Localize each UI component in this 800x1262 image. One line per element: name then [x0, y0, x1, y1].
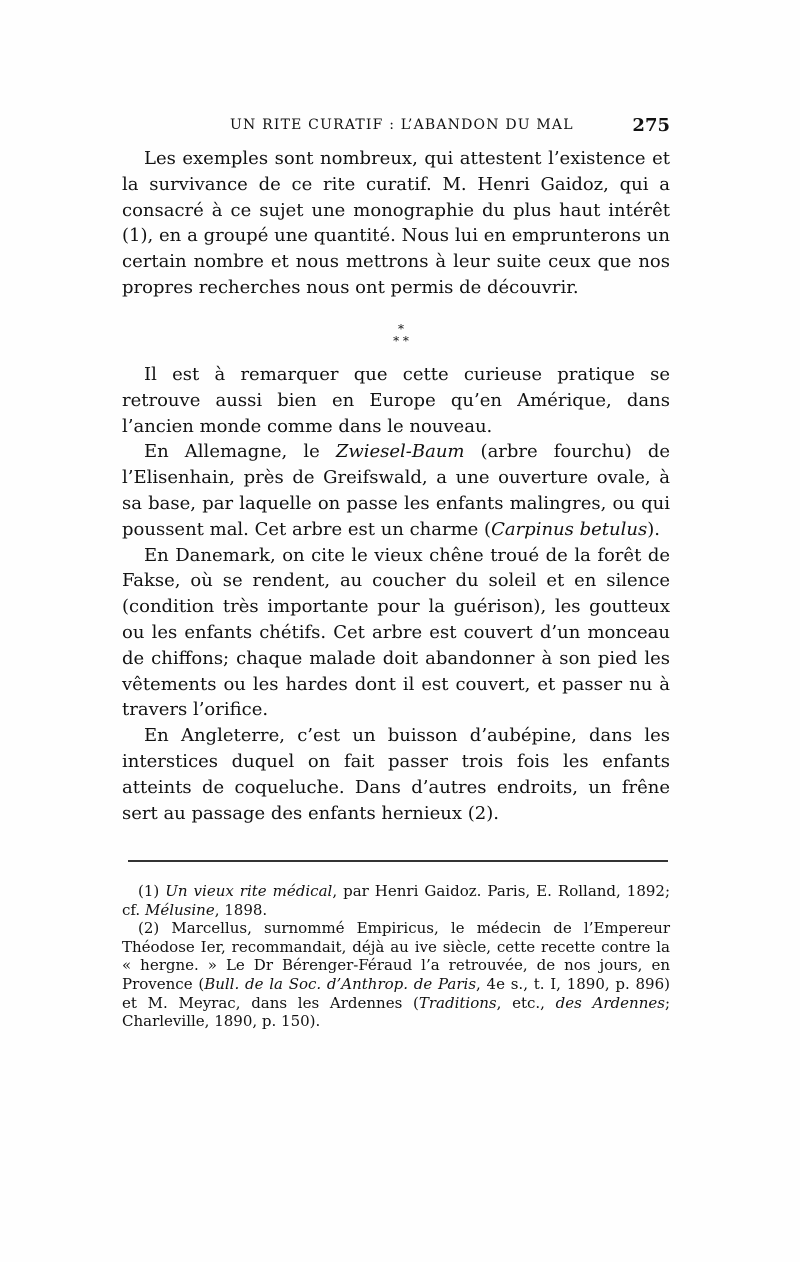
- p3-text-b: (arbre fourchu) de l’Elisenhain, près de Greifswald, a une ouverture ovale, à sa base, par laquelle on passe les enfants malingres, ou qui poussent mal. Cet arbre est un charme (: [122, 441, 670, 540]
- page-number: 275: [632, 115, 670, 136]
- fn1-num: (1): [138, 882, 166, 900]
- running-head: UN RITE CURATIF : L’ABANDON DU MAL: [230, 117, 574, 133]
- footnotes: [122, 882, 670, 1031]
- p3-text-c: ).: [647, 518, 660, 540]
- p3-text-a: En Allemagne, le: [144, 441, 336, 463]
- fn2-italic-ardennes: des Ardennes: [555, 993, 665, 1012]
- paragraph-5: En Angleterre, c’est un buisson d’aubépine, dans les interstices duquel on fait passer trois fois les enfants atteints de coqueluche. Dans d’autres endroits, un frêne sert au passage des enfants hernieux (2).: [122, 725, 670, 824]
- page-header: [122, 115, 670, 139]
- text-block-1: [122, 146, 670, 301]
- footnote-rule: [128, 860, 668, 862]
- paragraph-3: [122, 439, 670, 542]
- fn2-text-d: ; Charleville, 1890, p. 150).: [122, 993, 670, 1031]
- p3-italic-carpinus: Carpinus betulus: [491, 518, 648, 540]
- fn2-text-a: (2) Marcellus, surnommé Empiricus, le médecin de l’Empereur Théodose Ier, recommandait, déjà au ive siècle, cette recette contre la « hergne. » Le Dr Bérenger-Féraud l’a retrouvée, de nos jours, en Provence (: [122, 919, 670, 993]
- fn2-text-b: , 4e s., t. I, 1890, p. 896) et M. Meyrac, dans les Ardennes (: [122, 974, 670, 1012]
- fn2-text-c: , etc.,: [496, 993, 556, 1012]
- fn1-text-a: , par Henri Gaidoz. Paris, E. Rolland, 1892; cf.: [122, 882, 671, 919]
- fn2-italic-traditions: Traditions: [418, 993, 497, 1012]
- fn2-italic-bull: Bull. de la Soc. d’Anthrop. de Paris: [204, 974, 477, 993]
- text-block-2: [122, 362, 670, 826]
- paragraph-2: Il est à remarquer que cette curieuse pratique se retrouve aussi bien en Europe qu’en Amérique, dans l’ancien monde comme dans le nouveau.: [122, 364, 670, 437]
- paragraph-4: En Danemark, on cite le vieux chêne troué de la forêt de Fakse, où se rendent, au coucher du soleil et en silence (condition très importante pour la guérison), les goutteux ou les enfants chétifs. Cet arbre est couvert d’un monceau de chiffons; chaque malade doit abandonner à son pied les vêtements ou les hardes dont il est couvert, et passer nu à travers l’orifice.: [122, 544, 670, 721]
- fn1-text-b: , 1898.: [214, 900, 268, 919]
- fn1-italic-title: Un vieux rite médical: [165, 882, 333, 900]
- footnote-1: [122, 882, 670, 919]
- asterism: * * *: [393, 322, 409, 348]
- paragraph-1: Les exemples sont nombreux, qui attestent l’existence et la survivance de ce rite curatif. M. Henri Gaidoz, qui a consacré à ce sujet une monographie du plus haut intérêt (1), en a groupé une quantité. Nous lui en emprunterons un certain nombre et nous mettrons à leur suite ceux que nos propres recherches nous ont permis de découvrir.: [122, 148, 670, 298]
- fn1-italic-melusine: Mélusine: [144, 900, 215, 919]
- footnote-2: [122, 919, 670, 1031]
- asterism-divider: [386, 323, 416, 359]
- p3-italic-zwiesel: Zwiesel-Baum: [335, 441, 465, 463]
